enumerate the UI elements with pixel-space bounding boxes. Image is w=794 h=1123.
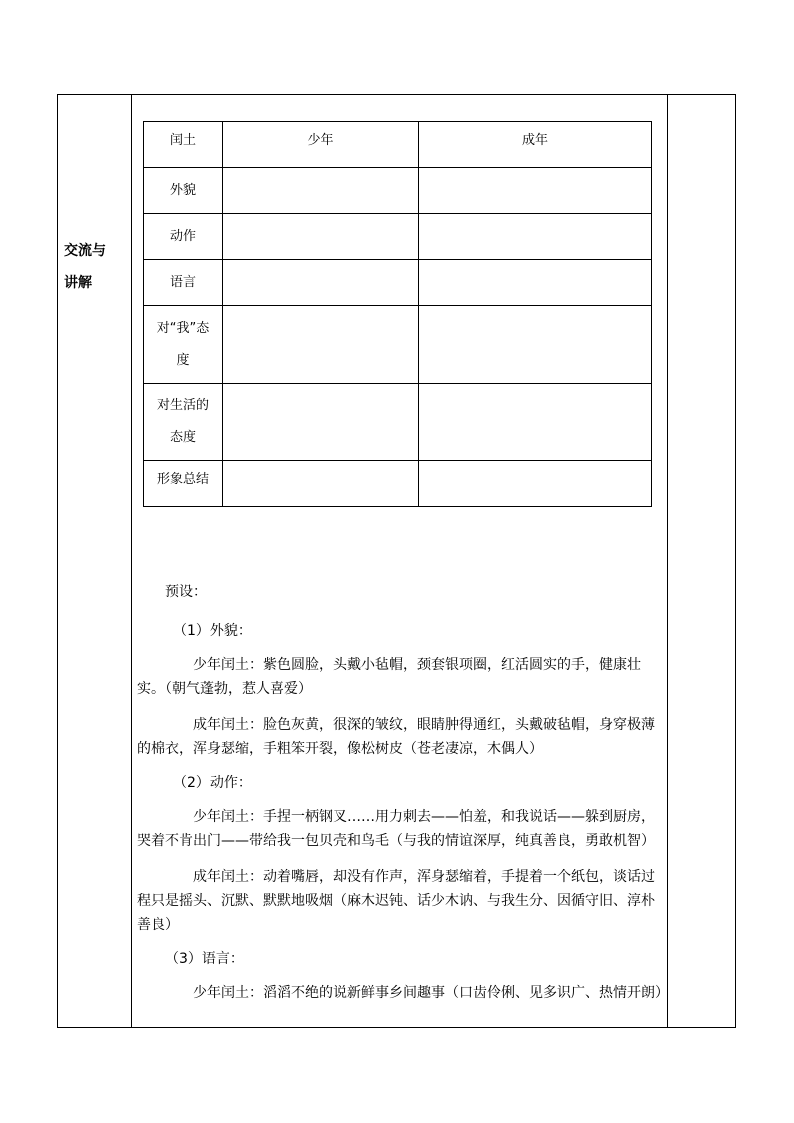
row-label: 对生活的 态度 xyxy=(144,384,223,461)
table-row xyxy=(144,384,652,461)
table-row xyxy=(144,306,652,384)
table-row xyxy=(144,260,652,306)
empty-cell xyxy=(419,214,652,260)
section-label xyxy=(64,235,124,299)
empty-cell xyxy=(223,168,419,214)
row-label: 对“我”态 度 xyxy=(144,306,223,384)
header-cell: 闰土 xyxy=(144,122,223,168)
preset-notes xyxy=(137,580,667,1005)
empty-cell xyxy=(419,168,652,214)
section-label-line: 讲解 xyxy=(64,275,92,291)
table-row xyxy=(144,214,652,260)
row-label: 形象总结 xyxy=(144,461,223,507)
row-label: 动作 xyxy=(144,214,223,260)
empty-cell xyxy=(223,306,419,384)
character-comparison-table xyxy=(143,121,652,507)
table-header-row xyxy=(144,122,652,168)
item-paragraph: 少年闰土：滔滔不绝的说新鲜事乡间趣事（口齿伶俐、见多识广、热情开朗） xyxy=(193,985,669,1001)
table-row xyxy=(144,168,652,214)
column-divider xyxy=(131,95,132,1027)
item-paragraph: 成年闰土：动着嘴唇，却没有作声，浑身瑟缩着，手提着一个纸包，谈话过程只是摇头、沉默、默默地吸烟（麻木迟钝、话少木讷、与我生分、因循守旧、淳朴善良） xyxy=(137,869,655,933)
row-label: 语言 xyxy=(144,260,223,306)
empty-cell xyxy=(419,260,652,306)
empty-cell xyxy=(223,461,419,507)
row-label: 外貌 xyxy=(144,168,223,214)
notes-title: 预设： xyxy=(165,584,207,600)
item-heading: （3）语言： xyxy=(165,951,244,967)
section-label-line: 交流与 xyxy=(64,243,106,259)
item-heading: （1）外貌： xyxy=(173,623,252,639)
item-paragraph: 成年闰土：脸色灰黄，很深的皱纹，眼睛肿得通红，头戴破毡帽，身穿极薄的棉衣，浑身瑟缩，手粗笨开裂，像松树皮（苍老凄凉，木偶人） xyxy=(137,717,655,757)
empty-cell xyxy=(419,306,652,384)
item-heading: （2）动作： xyxy=(173,775,252,791)
empty-cell xyxy=(419,461,652,507)
header-cell: 少年 xyxy=(223,122,419,168)
header-cell: 成年 xyxy=(419,122,652,168)
item-paragraph: 少年闰土：紫色圆脸，头戴小毡帽，颈套银项圈，红活圆实的手，健康壮实。（朝气蓬勃，惹人喜爱） xyxy=(137,657,641,697)
item-paragraph: 少年闰土：手捏一柄钢叉……用力刺去——怕羞，和我说话——躲到厨房，哭着不肯出门——带给我一包贝壳和鸟毛（与我的情谊深厚，纯真善良，勇敢机智） xyxy=(137,809,655,849)
table-row xyxy=(144,461,652,507)
column-divider xyxy=(667,95,668,1027)
empty-cell xyxy=(223,214,419,260)
empty-cell xyxy=(223,260,419,306)
empty-cell xyxy=(419,384,652,461)
empty-cell xyxy=(223,384,419,461)
